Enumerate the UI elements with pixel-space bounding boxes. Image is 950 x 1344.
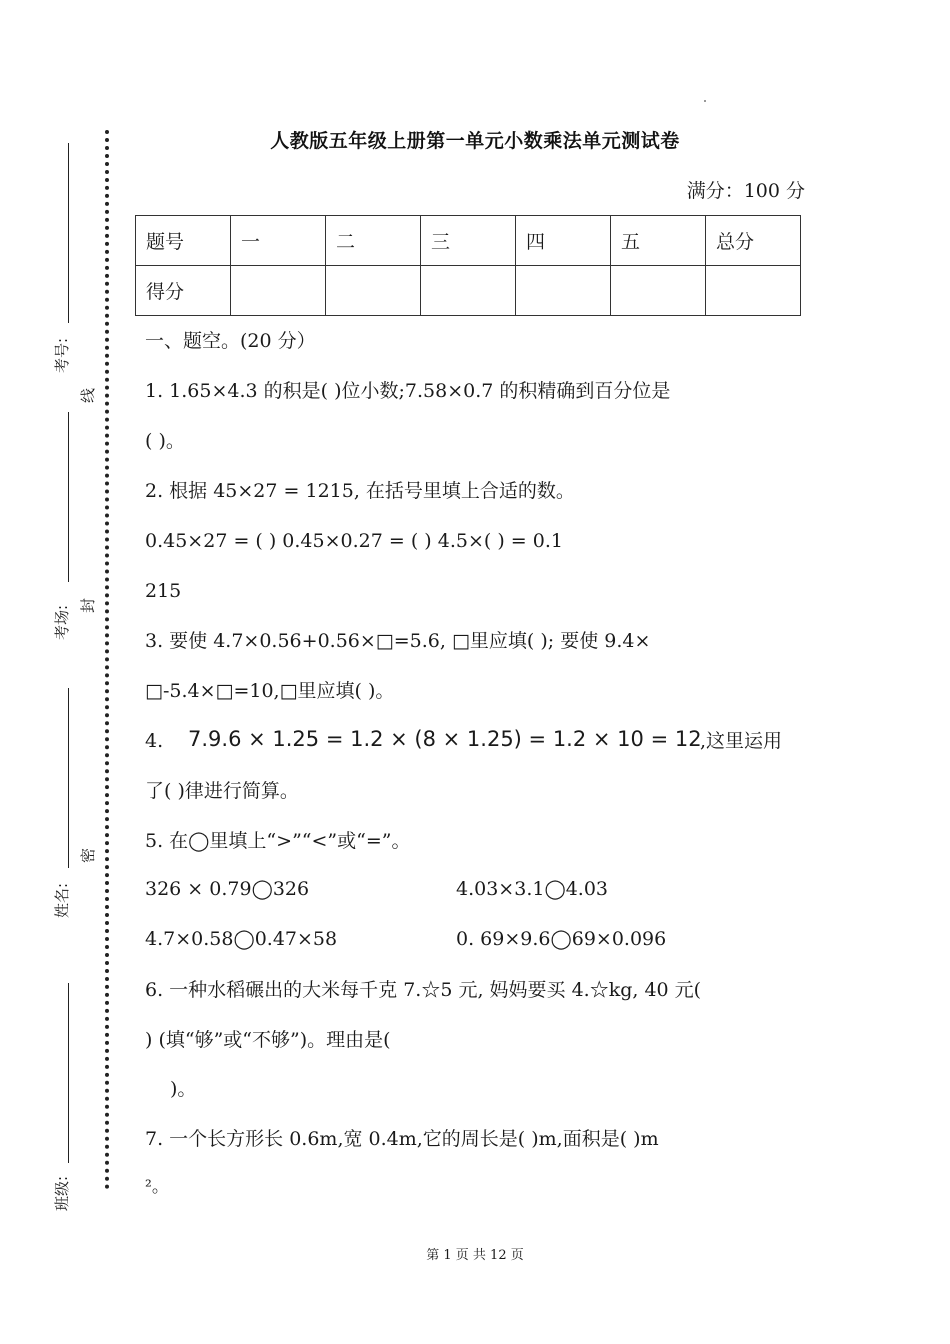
- q6-line3: )。: [170, 1078, 197, 1100]
- blank-line-kaohao: [68, 143, 69, 323]
- score-table: [135, 215, 801, 316]
- score-row-label: 得分: [136, 266, 231, 316]
- q3-line1: 3. 要使 4.7×0.56+0.56×□=5.6, □里应填( ); 要使 9.4×: [145, 630, 651, 652]
- q2-line1: 2. 根据 45×27 = 1215, 在括号里填上合适的数。: [145, 480, 575, 502]
- q2-line2: 0.45×27 = ( ) 0.45×0.27 = ( ) 4.5×( ) = 0.1: [145, 530, 563, 552]
- score-table-header-row: [136, 216, 801, 266]
- score-cell[interactable]: [326, 266, 421, 316]
- q7-line2: ²。: [145, 1177, 169, 1197]
- header-cell: 题号: [136, 216, 231, 266]
- header-cell: 四: [516, 216, 611, 266]
- score-cell[interactable]: [516, 266, 611, 316]
- label-kaohao: 考号:: [53, 337, 72, 374]
- header-cell: 一: [231, 216, 326, 266]
- score-cell[interactable]: [421, 266, 516, 316]
- binding-dotted-line: [105, 130, 109, 1190]
- label-banji: 班级:: [53, 1175, 72, 1212]
- header-cell: 二: [326, 216, 421, 266]
- header-cell: 五: [611, 216, 706, 266]
- label-kaochang: 考场:: [53, 604, 72, 641]
- q6-line2: ) (填“够”或“不够”)。理由是(: [145, 1029, 391, 1051]
- section-title: 一、题空。(20 分）: [145, 330, 316, 352]
- blank-line-kaochang: [68, 412, 69, 582]
- label-feng: 封: [79, 597, 98, 614]
- label-xian: 线: [79, 387, 98, 404]
- blank-line-xingming: [68, 688, 69, 868]
- score-cell[interactable]: [611, 266, 706, 316]
- label-mi: 密: [79, 847, 98, 864]
- q2-line3: 215: [145, 580, 182, 602]
- q5-item-b: 4.03×3.1◯4.03: [456, 878, 609, 900]
- q4-equation: 7.9.6 × 1.25 = 1.2 × (8 × 1.25) = 1.2 × 10 = 12: [188, 727, 702, 751]
- header-cell: 三: [421, 216, 516, 266]
- score-cell[interactable]: [231, 266, 326, 316]
- q5-item-a: 326 × 0.79◯326: [145, 878, 310, 900]
- stray-dot: [704, 100, 706, 102]
- q5-line1: 5. 在◯里填上“>”“<”或“=”。: [145, 830, 411, 852]
- full-mark: 满分：100 分: [686, 180, 805, 202]
- q7-line1: 7. 一个长方形长 0.6m,宽 0.4m,它的周长是( )m,面积是( )m: [145, 1128, 659, 1150]
- score-cell[interactable]: [706, 266, 801, 316]
- q4-line2: 了( )律进行简算。: [145, 780, 299, 802]
- q5-item-d: 0. 69×9.6◯69×0.096: [456, 928, 667, 950]
- q3-line2: □-5.4×□=10,□里应填( )。: [145, 680, 395, 702]
- page-footer: 第 1 页 共 12 页: [426, 1248, 524, 1263]
- page-title: 人教版五年级上册第一单元小数乘法单元测试卷: [270, 130, 680, 152]
- q5-item-c: 4.7×0.58◯0.47×58: [145, 928, 338, 950]
- score-table-score-row: [136, 266, 801, 316]
- label-xingming: 姓名:: [53, 882, 72, 919]
- header-cell: 总分: [706, 216, 801, 266]
- q1-line2: ( )。: [145, 430, 185, 452]
- blank-line-banji: [68, 983, 69, 1163]
- q4-tail: ,这里运用: [700, 730, 783, 752]
- q4-number: 4.: [145, 730, 164, 752]
- q1-line1: 1. 1.65×4.3 的积是( )位小数;7.58×0.7 的积精确到百分位是: [145, 380, 671, 402]
- q6-line1: 6. 一种水稻碾出的大米每千克 7.☆5 元, 妈妈要买 4.☆kg, 40 元(: [145, 979, 702, 1001]
